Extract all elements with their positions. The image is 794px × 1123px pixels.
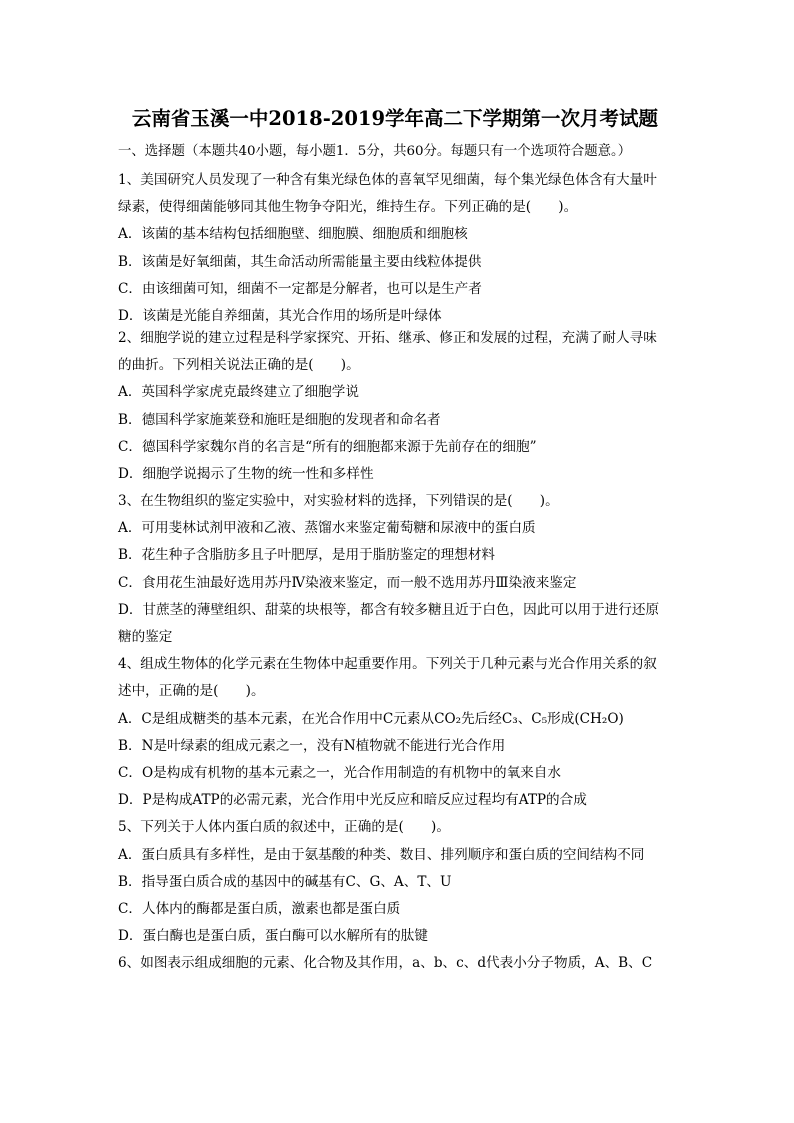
question-1-option-c: C．由该细菌可知，细菌不一定都是分解者，也可以是生产者	[118, 280, 482, 297]
question-4	[118, 651, 676, 814]
question-3-stem-line-1: 3、在生物组织的鉴定实验中，对实验材料的选择，下列错误的是( )。	[118, 493, 559, 510]
question-1	[118, 167, 676, 325]
question-1-option-d: D．该菌是光能自养细菌，其光合作用的场所是叶绿体	[118, 307, 442, 324]
question-3	[118, 488, 676, 651]
page-title: 云南省玉溪一中2018-2019学年高二下学期第一次月考试题	[131, 107, 659, 130]
question-3-option-c: C．食用花生油最好选用苏丹Ⅳ染液来鉴定，而一般不选用苏丹Ⅲ染液来鉴定	[118, 574, 577, 591]
question-3-option-d-line-2: 糖的鉴定	[118, 629, 173, 645]
question-2-option-d: D．细胞学说揭示了生物的统一性和多样性	[118, 465, 374, 482]
question-3-option-a: A．可用斐林试剂甲液和乙液、蒸馏水来鉴定葡萄糖和尿液中的蛋白质	[118, 520, 536, 537]
question-1-option-b: B．该菌是好氧细菌，其生命活动所需能量主要由线粒体提供	[118, 253, 482, 270]
question-3-option-b: B．花生种子含脂肪多且子叶肥厚，是用于脂肪鉴定的理想材料	[118, 547, 496, 564]
document-content	[118, 104, 676, 977]
question-4-option-d: D．P是构成ATP的必需元素，光合作用中光反应和暗反应过程均有ATP的合成	[118, 792, 587, 809]
question-6-stem-line-1: 6、如图表示组成细胞的元素、化合物及其作用，a、b、c、d代表小分子物质，A、B、C	[118, 955, 653, 972]
question-6	[118, 950, 676, 977]
question-4-stem-line-2: 述中，正确的是( )。	[118, 683, 265, 700]
question-2-option-c: C．德国科学家魏尔肖的名言是“所有的细胞都来源于先前存在的细胞”	[118, 438, 537, 455]
question-1-stem-line-2: 绿素，使得细菌能够同其他生物争夺阳光，维持生存。下列正确的是( )。	[118, 199, 578, 216]
question-4-option-a: A．C是组成糖类的基本元素，在光合作用中C元素从CO₂先后经C₃、C₅形成(CH₂O)	[118, 710, 624, 727]
question-5-option-d: D．蛋白酶也是蛋白质，蛋白酶可以水解所有的肽键	[118, 928, 428, 945]
question-5-stem-line-1: 5、下列关于人体内蛋白质的叙述中，正确的是( )。	[118, 819, 450, 836]
question-4-option-b: B．N是叶绿素的组成元素之一，没有N植物就不能进行光合作用	[118, 737, 506, 754]
question-5-option-b: B．指导蛋白质合成的基因中的碱基有C、G、A、T、U	[118, 873, 452, 890]
question-1-stem-line-1: 1、美国研究人员发现了一种含有集光绿色体的喜氧罕见细菌，每个集光绿色体含有大量叶	[118, 172, 657, 188]
question-1-option-a: A．该菌的基本结构包括细胞壁、细胞膜、细胞质和细胞核	[118, 226, 468, 243]
question-4-stem-line-1: 4、组成生物体的化学元素在生物体中起重要作用。下列关于几种元素与光合作用关系的叙	[118, 656, 657, 673]
question-5-option-a: A．蛋白质具有多样性，是由于氨基酸的种类、数目、排列顺序和蛋白质的空间结构不同	[118, 846, 645, 863]
section-heading: 一、选择题（本题共40小题，每小题1．5分，共60分。每题只有一个选项符合题意。）	[118, 144, 632, 159]
question-4-option-c: C．O是构成有机物的基本元素之一，光合作用制造的有机物中的氧来自水	[118, 764, 561, 781]
question-3-option-d-line-1: D．甘蔗茎的薄壁组织、甜菜的块根等，都含有较多糖且近于白色，因此可以用于进行还原	[118, 601, 660, 618]
question-5	[118, 814, 676, 950]
question-2-option-b: B．德国科学家施莱登和施旺是细胞的发现者和命名者	[118, 411, 441, 428]
question-2	[118, 325, 676, 488]
question-2-option-a: A．英国科学家虎克最终建立了细胞学说	[118, 384, 359, 401]
question-5-option-c: C．人体内的酶都是蛋白质，激素也都是蛋白质	[118, 900, 401, 917]
question-2-stem-line-1: 2、细胞学说的建立过程是科学家探究、开拓、继承、修正和发展的过程，充满了耐人寻味	[118, 329, 657, 346]
question-2-stem-line-2: 的曲折。下列相关说法正确的是( )。	[118, 357, 360, 374]
